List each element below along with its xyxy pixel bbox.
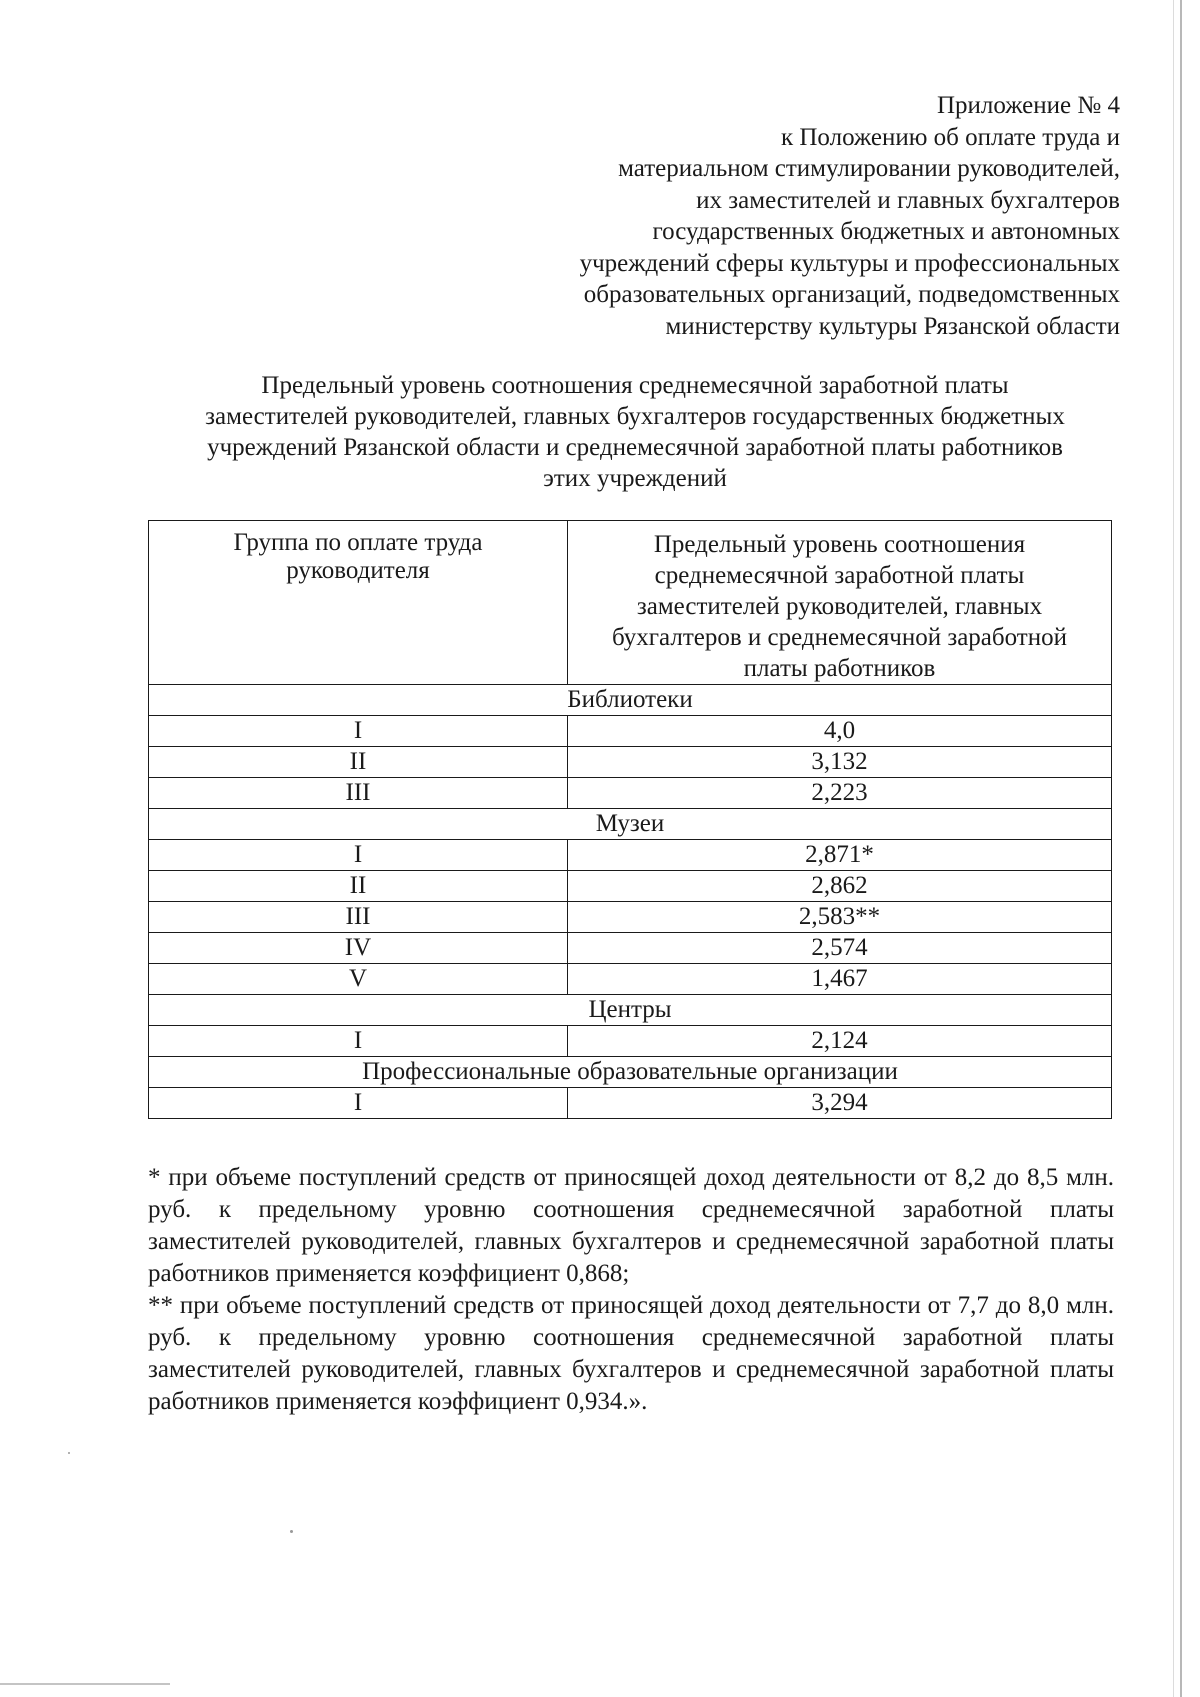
section-row-libraries bbox=[149, 685, 1112, 716]
appendix-line: их заместителей и главных бухгалтеров bbox=[696, 186, 1120, 214]
table-row bbox=[149, 716, 1112, 747]
header-ratio-line: среднемесячной заработной платы bbox=[654, 562, 1025, 589]
section-title: Профессиональные образовательные организации bbox=[149, 1057, 1112, 1088]
header-ratio-line: Предельный уровень соотношения bbox=[653, 531, 1026, 558]
value-cell: 2,862 bbox=[568, 871, 1112, 902]
section-title: Музеи bbox=[149, 809, 1112, 840]
table-row bbox=[149, 840, 1112, 871]
group-cell: I bbox=[149, 1088, 568, 1119]
appendix-line: материальном стимулировании руководителей, bbox=[618, 155, 1120, 182]
header-ratio-line: бухгалтеров и среднемесячной заработной bbox=[612, 624, 1067, 651]
section-row-professional-orgs bbox=[149, 1057, 1112, 1088]
group-cell: I bbox=[149, 716, 568, 747]
table-row bbox=[149, 871, 1112, 902]
scan-edge-line-faint bbox=[1173, 0, 1174, 1697]
appendix-line: государственных бюджетных и автономных bbox=[652, 218, 1120, 245]
ratio-table bbox=[148, 520, 1112, 1119]
table-row bbox=[149, 933, 1112, 964]
group-cell: II bbox=[149, 871, 568, 902]
appendix-line: министерству культуры Рязанской области bbox=[665, 312, 1120, 340]
scan-edge-line bbox=[1180, 0, 1182, 1697]
section-title: Библиотеки bbox=[149, 685, 1112, 716]
table-row bbox=[149, 778, 1112, 809]
table-row bbox=[149, 747, 1112, 778]
header-group-line: Группа по оплате труда bbox=[233, 529, 483, 556]
footnote-double-asterisk: ** при объеме поступлений средств от приносящей доход деятельности от 7,7 до 8,0 млн. руб. к предельному уровню соотношения среднемесячной заработной платы заместителей руководителей, главных бухгалтеров и среднемесячной заработной платы работников применяется коэффициент 0,934.». bbox=[148, 1292, 1114, 1415]
table-row bbox=[149, 964, 1112, 995]
appendix-line: к Положению об оплате труда и bbox=[780, 123, 1120, 151]
value-cell: 3,132 bbox=[568, 747, 1112, 778]
scan-speck bbox=[290, 1530, 293, 1533]
group-cell: IV bbox=[149, 933, 568, 964]
appendix-line: учреждений сферы культуры и профессиональных bbox=[579, 249, 1120, 277]
header-ratio-line: заместителей руководителей, главных bbox=[636, 593, 1043, 620]
header-group-line: руководителя bbox=[286, 557, 430, 584]
scan-speck bbox=[68, 1452, 70, 1454]
value-cell: 2,124 bbox=[568, 1026, 1112, 1057]
appendix-line: образовательных организаций, подведомственных bbox=[583, 281, 1120, 308]
group-cell: III bbox=[149, 778, 568, 809]
value-cell: 3,294 bbox=[568, 1088, 1112, 1119]
footnotes bbox=[148, 1162, 1114, 1418]
section-row-centers bbox=[149, 995, 1112, 1026]
title-line: Предельный уровень соотношения среднемесячной заработной платы bbox=[261, 372, 1009, 399]
title-line: учреждений Рязанской области и среднемесячной заработной платы работников bbox=[207, 434, 1063, 461]
group-cell: V bbox=[149, 964, 568, 995]
section-title: Центры bbox=[149, 995, 1112, 1026]
table-header-row bbox=[149, 521, 1112, 685]
header-group-column bbox=[149, 521, 568, 685]
table-row bbox=[149, 902, 1112, 933]
title-line: этих учреждений bbox=[543, 465, 727, 492]
table-row bbox=[149, 1026, 1112, 1057]
header-ratio-column bbox=[568, 521, 1112, 685]
section-row-museums bbox=[149, 809, 1112, 840]
group-cell: I bbox=[149, 840, 568, 871]
document-title bbox=[150, 370, 1120, 494]
group-cell: III bbox=[149, 902, 568, 933]
table-row bbox=[149, 1088, 1112, 1119]
group-cell: II bbox=[149, 747, 568, 778]
value-cell: 4,0 bbox=[568, 716, 1112, 747]
value-cell: 2,574 bbox=[568, 933, 1112, 964]
group-cell: I bbox=[149, 1026, 568, 1057]
scan-bottom-line bbox=[0, 1683, 170, 1685]
value-cell: 2,583** bbox=[568, 902, 1112, 933]
value-cell: 2,871* bbox=[568, 840, 1112, 871]
footnote-single-asterisk: * при объеме поступлений средств от приносящей доход деятельности от 8,2 до 8,5 млн. руб. к предельному уровню соотношения среднемесячной заработной платы заместителей руководителей, главных бухгалтеров и среднемесячной заработной платы работников применяется коэффициент 0,868; bbox=[148, 1164, 1114, 1287]
appendix-line: Приложение № 4 bbox=[936, 92, 1120, 119]
value-cell: 2,223 bbox=[568, 778, 1112, 809]
title-line: заместителей руководителей, главных бухгалтеров государственных бюджетных bbox=[205, 403, 1065, 430]
value-cell: 1,467 bbox=[568, 964, 1112, 995]
appendix-header bbox=[420, 90, 1120, 342]
header-ratio-line: платы работников bbox=[743, 655, 936, 682]
